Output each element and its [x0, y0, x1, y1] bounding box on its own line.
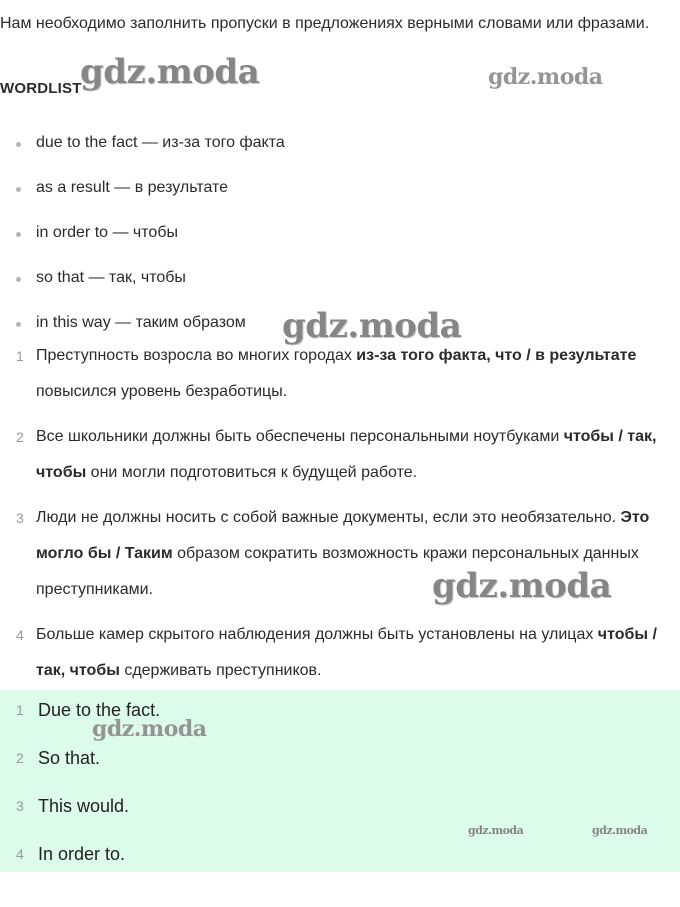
intro-text: Нам необходимо заполнить пропуски в предложениях верными словами или фразами. — [0, 15, 650, 32]
wordlist-heading: WORDLIST — [0, 80, 82, 97]
bullet-icon — [16, 187, 21, 192]
task-number: 2 — [16, 429, 24, 445]
answer-number: 3 — [16, 798, 24, 814]
wordlist-item-text: as a result — в результате — [36, 179, 229, 196]
task-answer-options: чтобы / так, чтобы — [36, 428, 657, 481]
bullet-icon — [16, 322, 21, 327]
wordlist — [0, 125, 285, 350]
task-list — [0, 338, 680, 698]
watermark: gdz.moda — [468, 824, 524, 837]
task-text: сдерживать преступников. — [119, 662, 322, 679]
watermark: gdz.moda — [488, 64, 603, 90]
task-item — [0, 617, 680, 689]
list-item — [0, 260, 285, 305]
answer-text: Due to the fact. — [38, 700, 161, 720]
list-item — [0, 170, 285, 215]
task-answer-options: Это могло бы / Таким — [36, 509, 650, 562]
answer-number: 4 — [16, 846, 24, 862]
answer-number: 1 — [16, 702, 24, 718]
wordlist-item-text: in order to — чтобы — [36, 224, 178, 241]
answer-text: This would. — [38, 796, 130, 816]
task-text: Люди не должны носить с собой важные документы, если это необязательно. — [36, 509, 621, 526]
task-text: Все школьники должны быть обеспечены персональными ноутбуками — [36, 428, 564, 445]
task-text: Преступность возросла во многих городах — [36, 347, 357, 364]
task-item — [0, 338, 680, 410]
task-text: повысился уровень безработицы. — [36, 383, 288, 400]
wordlist-item-text: so that — так, чтобы — [36, 269, 186, 286]
task-text: образом сократить возможность кражи персональных данных преступниками. — [36, 545, 639, 598]
list-item — [0, 215, 285, 260]
task-text: Больше камер скрытого наблюдения должны быть установлены на улицах — [36, 626, 598, 643]
task-answer-options: из-за того факта, что / в результате — [356, 347, 637, 364]
list-item — [0, 125, 285, 170]
bullet-icon — [16, 142, 21, 147]
task-text: они могли подготовиться к будущей работе. — [86, 464, 418, 481]
watermark: gdz.moda — [80, 52, 260, 92]
watermark: gdz.moda — [432, 566, 612, 606]
task-answer-options: чтобы / так, чтобы — [36, 626, 657, 679]
task-number: 3 — [16, 510, 24, 526]
answer-number: 2 — [16, 750, 24, 766]
bullet-icon — [16, 277, 21, 282]
watermark: gdz.moda — [92, 716, 207, 742]
watermark: gdz.moda — [282, 306, 462, 346]
task-item — [0, 419, 680, 491]
wordlist-item-text: due to the fact — из-за того факта — [36, 134, 285, 151]
wordlist-item-text: in this way — таким образом — [36, 314, 246, 331]
task-number: 1 — [16, 348, 24, 364]
bullet-icon — [16, 232, 21, 237]
watermark: gdz.moda — [592, 824, 648, 837]
answer-text: So that. — [38, 748, 101, 768]
answer-text: In order to. — [38, 844, 126, 864]
task-number: 4 — [16, 627, 24, 643]
